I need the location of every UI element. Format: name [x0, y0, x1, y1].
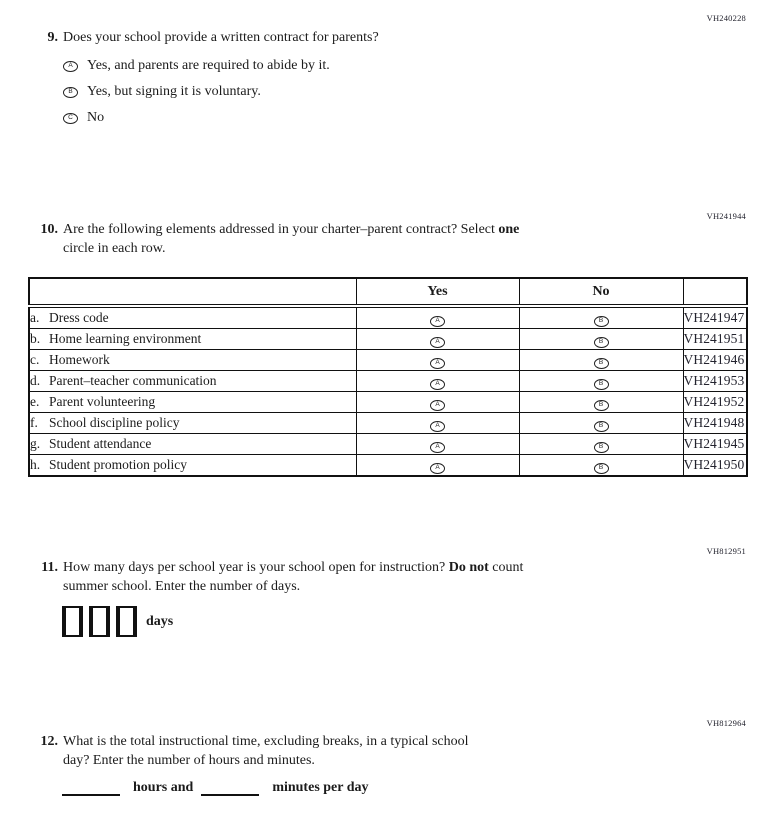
table-row-b	[29, 329, 747, 350]
row-a-label	[29, 306, 356, 329]
days-digit-box-2[interactable]	[89, 606, 110, 637]
row-e-code: VH241952	[683, 392, 747, 413]
row-e-yes-cell	[356, 392, 519, 413]
question-10-code: VH241944	[706, 211, 746, 221]
row-f-text: School discipline policy	[49, 415, 180, 430]
row-c-label	[29, 350, 356, 371]
time-entry	[62, 779, 369, 796]
row-c-no-bubble[interactable]: B	[594, 358, 609, 369]
option-c-label: No	[87, 110, 105, 126]
row-g-prefix: g.	[30, 436, 41, 451]
row-h-yes-cell	[356, 455, 519, 477]
minutes-blank-field[interactable]	[201, 779, 259, 796]
question-11-text-line1	[63, 559, 523, 578]
table-header-row	[29, 278, 747, 306]
row-g-no-bubble[interactable]: B	[594, 442, 609, 453]
row-f-no-cell	[519, 413, 683, 434]
answer-bubble-a[interactable]: A	[63, 61, 78, 72]
question-12-code: VH812964	[706, 718, 746, 728]
row-g-no-cell	[519, 434, 683, 455]
days-entry	[62, 606, 173, 637]
table-header-no: No	[519, 278, 683, 306]
hours-label: hours and	[133, 780, 194, 795]
row-d-yes-bubble[interactable]: A	[430, 379, 445, 390]
row-d-label	[29, 371, 356, 392]
row-b-prefix: b.	[30, 331, 41, 346]
question-10	[34, 221, 519, 258]
question-9	[34, 29, 379, 128]
row-d-code: VH241953	[683, 371, 747, 392]
row-a-code: VH241947	[683, 306, 747, 329]
question-9-options	[63, 58, 379, 128]
row-h-text: Student promotion policy	[49, 457, 187, 472]
table-row-d	[29, 371, 747, 392]
row-h-code: VH241950	[683, 455, 747, 477]
question-12	[34, 733, 469, 770]
row-a-yes-cell	[356, 306, 519, 329]
row-a-no-bubble[interactable]: B	[594, 316, 609, 327]
option-row-b	[63, 84, 379, 102]
row-e-no-bubble[interactable]: B	[594, 400, 609, 411]
question-11-text: How many days per school year is your school open for instruction?	[63, 560, 446, 575]
row-c-yes-cell	[356, 350, 519, 371]
option-b-label: Yes, but signing it is voluntary.	[87, 84, 261, 100]
hours-blank-field[interactable]	[62, 779, 120, 796]
row-b-no-cell	[519, 329, 683, 350]
row-d-prefix: d.	[30, 373, 41, 388]
row-h-label	[29, 455, 356, 477]
row-e-text: Parent volunteering	[49, 394, 156, 409]
table-row-c	[29, 350, 747, 371]
row-f-no-bubble[interactable]: B	[594, 421, 609, 432]
question-10-number: 10.	[40, 222, 58, 237]
row-c-text: Homework	[49, 352, 110, 367]
question-12-text-line1: What is the total instructional time, excluding breaks, in a typical school	[63, 734, 469, 749]
row-d-no-bubble[interactable]: B	[594, 379, 609, 390]
row-h-prefix: h.	[30, 457, 41, 472]
row-g-yes-cell	[356, 434, 519, 455]
answer-bubble-b[interactable]: B	[63, 87, 78, 98]
table-row-a	[29, 306, 747, 329]
row-f-label	[29, 413, 356, 434]
row-g-text: Student attendance	[49, 436, 152, 451]
row-a-no-cell	[519, 306, 683, 329]
row-g-code: VH241945	[683, 434, 747, 455]
option-row-a	[63, 58, 379, 76]
question-10-text: Are the following elements addressed in your charter–parent contract? Select	[63, 222, 495, 237]
row-c-yes-bubble[interactable]: A	[430, 358, 445, 369]
question-12-text-line2: day? Enter the number of hours and minutes.	[63, 752, 315, 768]
question-10-bold-word: one	[498, 222, 520, 237]
table-row-g	[29, 434, 747, 455]
row-a-text: Dress code	[49, 310, 109, 325]
question-9-number: 9.	[47, 30, 58, 45]
question-11	[34, 559, 523, 596]
row-h-no-bubble[interactable]: B	[594, 463, 609, 474]
minutes-label: minutes per day	[272, 780, 369, 795]
row-b-no-bubble[interactable]: B	[594, 337, 609, 348]
row-f-yes-cell	[356, 413, 519, 434]
days-unit-label: days	[146, 613, 174, 629]
row-e-prefix: e.	[30, 394, 40, 409]
row-b-label	[29, 329, 356, 350]
row-b-text: Home learning environment	[49, 331, 202, 346]
question-9-code: VH240228	[706, 13, 746, 23]
row-h-yes-bubble[interactable]: A	[430, 463, 445, 474]
row-b-yes-bubble[interactable]: A	[430, 337, 445, 348]
answer-bubble-c[interactable]: C	[63, 113, 78, 124]
question-11-code: VH812951	[706, 546, 746, 556]
table-header-yes: Yes	[356, 278, 519, 306]
days-digit-box-1[interactable]	[62, 606, 83, 637]
row-g-yes-bubble[interactable]: A	[430, 442, 445, 453]
row-a-prefix: a.	[30, 310, 40, 325]
table-header-empty	[29, 278, 356, 306]
row-f-yes-bubble[interactable]: A	[430, 421, 445, 432]
question-11-number: 11.	[41, 560, 58, 575]
row-h-no-cell	[519, 455, 683, 477]
days-digit-box-3[interactable]	[116, 606, 137, 637]
table-row-e	[29, 392, 747, 413]
table-row-f	[29, 413, 747, 434]
row-b-code: VH241951	[683, 329, 747, 350]
question-10-table	[28, 277, 748, 477]
question-11-bold-words: Do not	[448, 560, 489, 575]
row-d-yes-cell	[356, 371, 519, 392]
row-g-label	[29, 434, 356, 455]
row-e-no-cell	[519, 392, 683, 413]
row-a-yes-bubble[interactable]: A	[430, 316, 445, 327]
question-10-text-line2: circle in each row.	[63, 240, 166, 256]
row-e-yes-bubble[interactable]: A	[430, 400, 445, 411]
table-header-code-empty	[683, 278, 747, 306]
row-e-label	[29, 392, 356, 413]
row-f-prefix: f.	[30, 415, 38, 430]
question-11-text-cont: count	[492, 560, 524, 575]
row-f-code: VH241948	[683, 413, 747, 434]
question-11-text-line2: summer school. Enter the number of days.	[63, 578, 301, 594]
row-c-prefix: c.	[30, 352, 40, 367]
option-a-label: Yes, and parents are required to abide by it.	[87, 58, 330, 74]
question-12-number: 12.	[40, 734, 58, 749]
row-d-no-cell	[519, 371, 683, 392]
row-d-text: Parent–teacher communication	[49, 373, 217, 388]
row-c-no-cell	[519, 350, 683, 371]
row-b-yes-cell	[356, 329, 519, 350]
question-10-text-line1	[63, 221, 519, 240]
table-row-h	[29, 455, 747, 477]
row-c-code: VH241946	[683, 350, 747, 371]
option-row-c	[63, 110, 379, 128]
question-9-text: Does your school provide a written contract for parents?	[63, 30, 379, 45]
